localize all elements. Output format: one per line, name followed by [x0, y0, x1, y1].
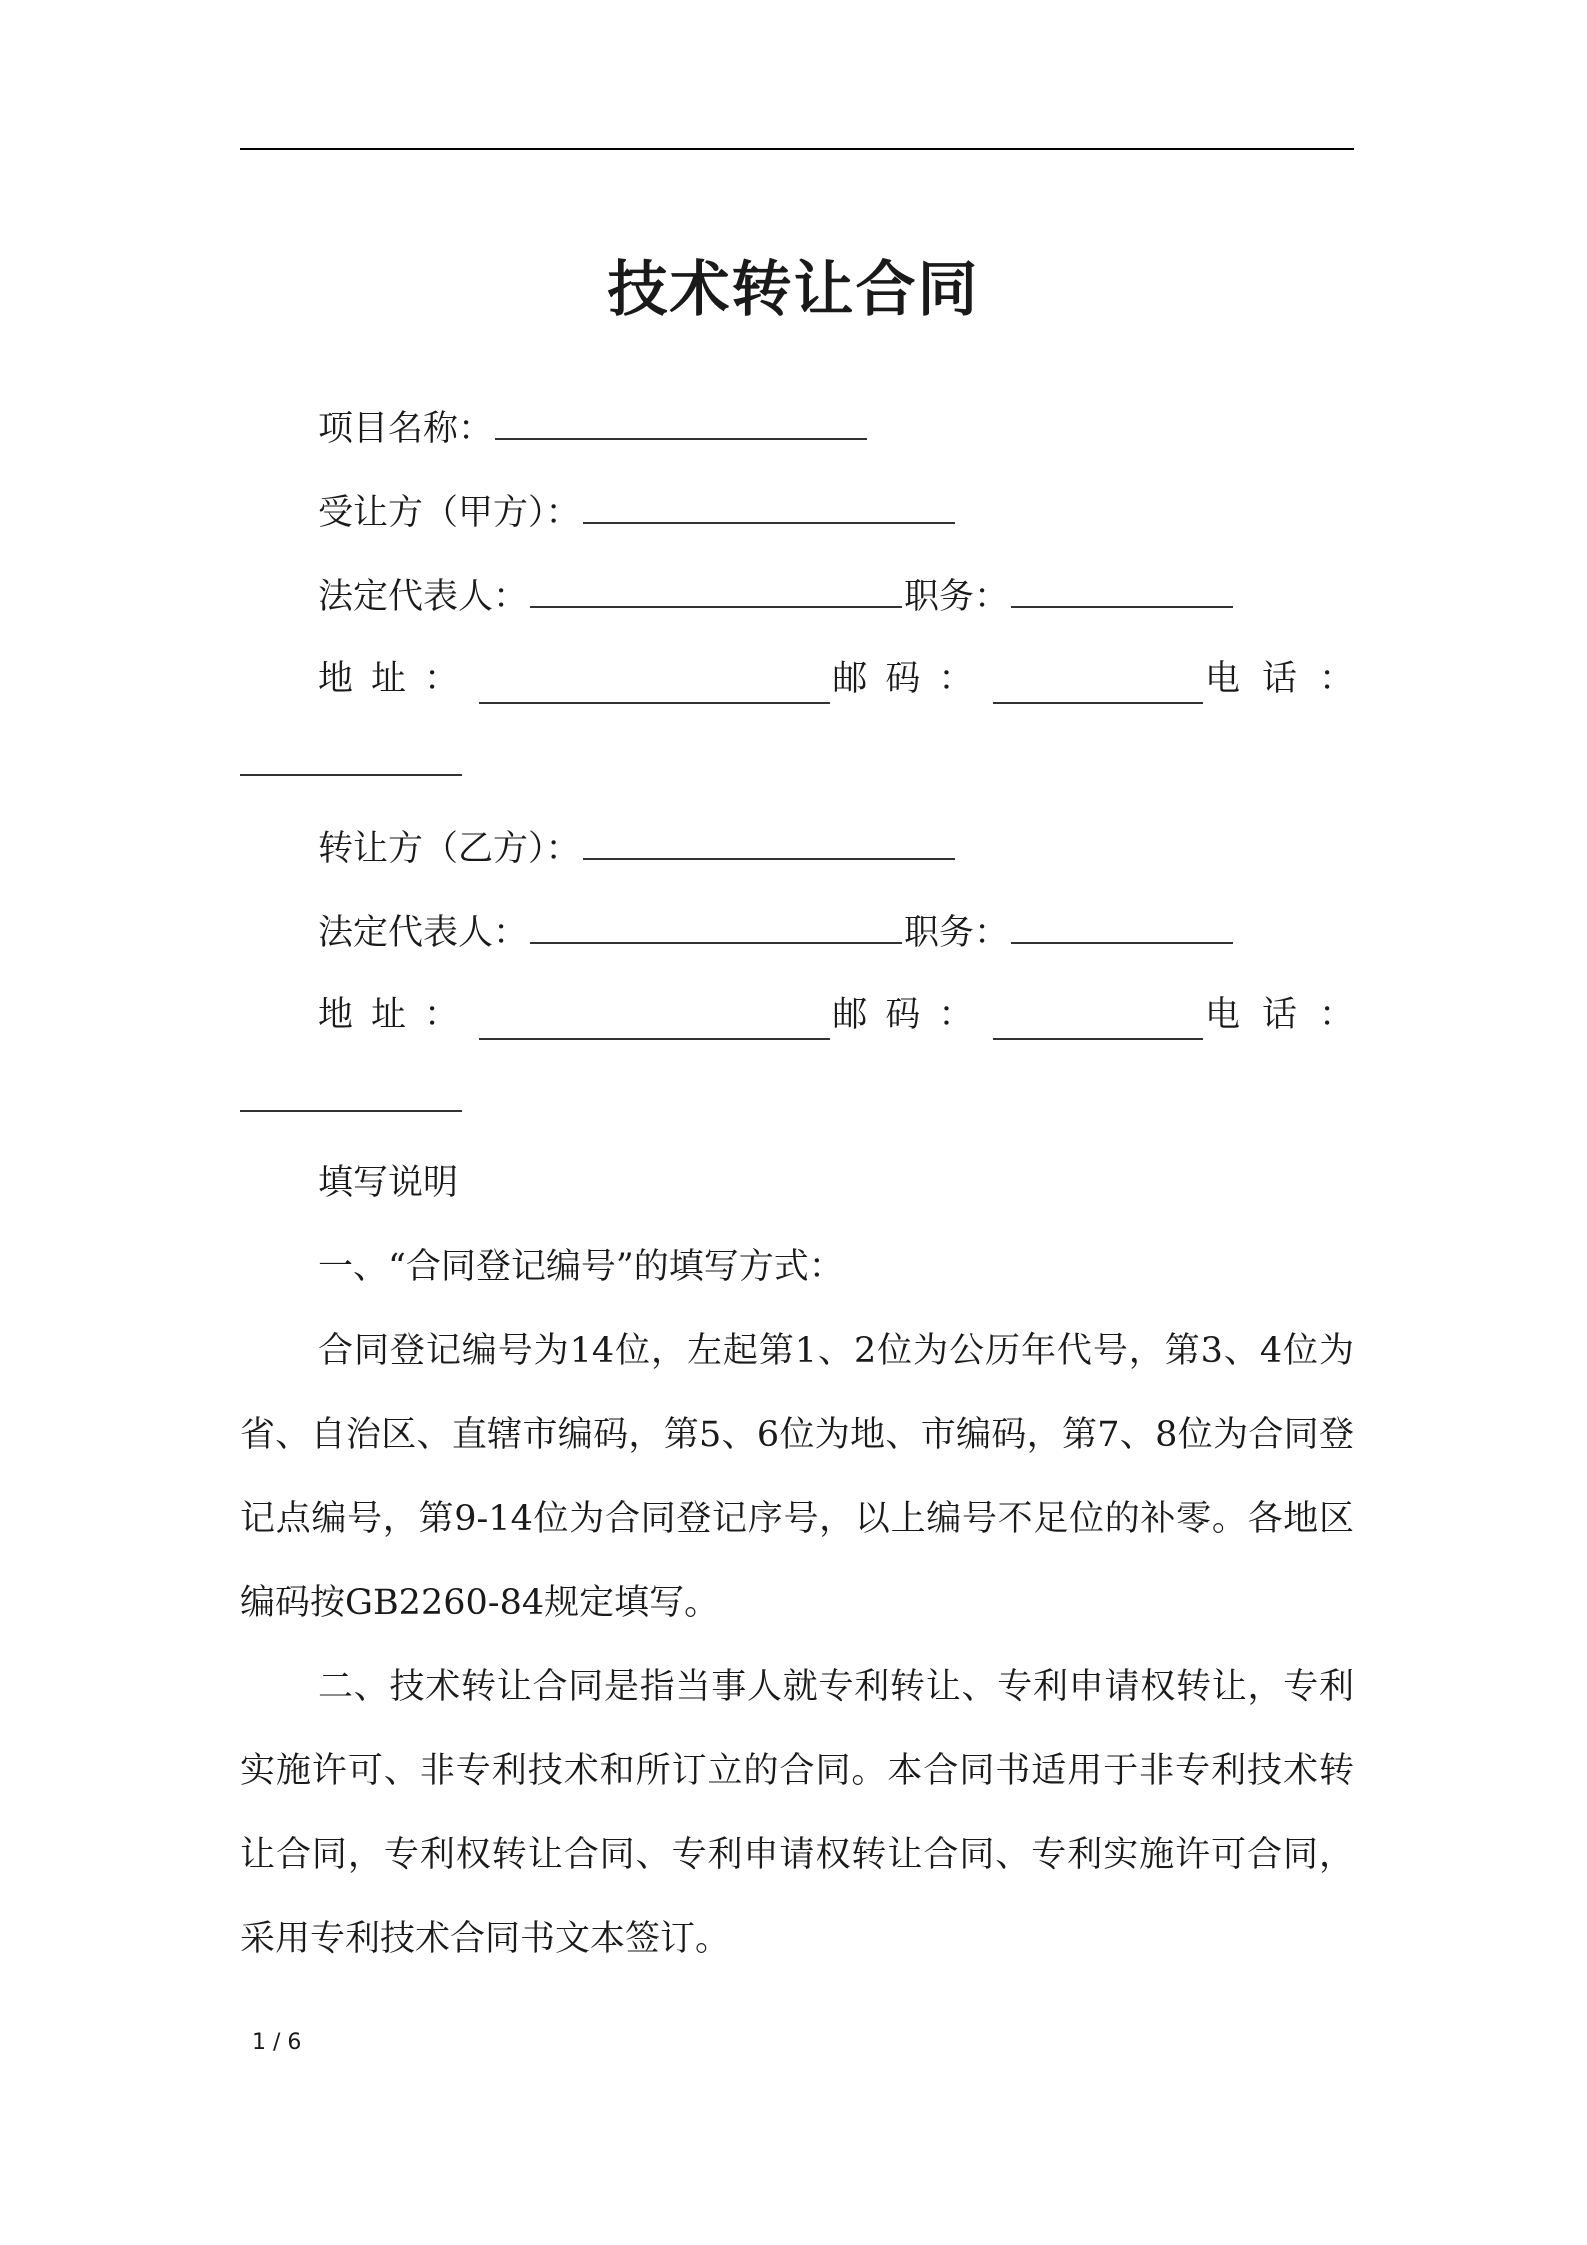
party-b-row [318, 822, 957, 874]
instructions-heading: 填写说明 [318, 1163, 459, 1203]
project-name-label: 项目名称： [318, 409, 494, 449]
party-b-blank[interactable] [583, 822, 955, 860]
party-b-address-label: 地址： [318, 995, 478, 1035]
party-a-postcode-label: 邮码： [832, 659, 992, 699]
party-b-label: 转让方（乙方）： [318, 829, 581, 869]
party-b-postcode-label: 邮码： [832, 995, 992, 1035]
header-rule [240, 148, 1354, 150]
project-name-blank[interactable] [495, 402, 867, 440]
project-name-row [318, 402, 869, 454]
item1-body: 合同登记编号为14位，左起第1、2位为公历年代号，第3、4位为省、自治区、直辖市编码，第5、6位为地、市编码，第7、8位为合同登记点编号，第9-14位为合同登记序号，以上编号不足位的补零。各地区编码按GB2260-84规定填写。 [240, 1331, 1354, 1623]
party-a-rep-label: 法定代表人： [318, 577, 529, 617]
party-b-position-label: 职务： [904, 913, 1010, 953]
party-a-phone-label: 电话： [1204, 659, 1376, 699]
party-a-position-label: 职务： [904, 577, 1010, 617]
party-a-label: 受让方（甲方）： [318, 493, 581, 533]
party-b-phone-label: 电话： [1204, 995, 1376, 1035]
party-b-phone-row [240, 1074, 464, 1126]
party-a-position-blank[interactable] [1011, 570, 1233, 608]
page-indicator: 1 / 6 [252, 2030, 302, 2055]
party-b-address-row [318, 990, 1376, 1040]
party-b-rep-row [318, 906, 1235, 958]
party-a-address-row [318, 654, 1376, 704]
party-a-address-blank[interactable] [479, 666, 830, 704]
party-b-position-blank[interactable] [1011, 906, 1233, 944]
party-a-blank[interactable] [583, 486, 955, 524]
party-b-phone-blank[interactable] [240, 1074, 462, 1112]
party-a-address-label: 地址： [318, 659, 478, 699]
item1-heading: 一、“合同登记编号”的填写方式： [318, 1247, 844, 1287]
party-b-rep-blank[interactable] [530, 906, 902, 944]
party-b-postcode-blank[interactable] [993, 1002, 1203, 1040]
party-a-postcode-blank[interactable] [993, 666, 1203, 704]
party-a-rep-blank[interactable] [530, 570, 902, 608]
party-a-phone-row [240, 738, 464, 790]
document-title: 技术转让合同 [607, 255, 980, 325]
party-a-row [318, 486, 957, 538]
party-a-phone-blank[interactable] [240, 738, 462, 776]
party-b-address-blank[interactable] [479, 1002, 830, 1040]
item2-body: 二、技术转让合同是指当事人就专利转让、专利申请权转让，专利实施许可、非专利技术和所订立的合同。本合同书适用于非专利技术转让合同，专利权转让合同、专利申请权转让合同、专利实施许可合同，采用专利技术合同书文本签订。 [240, 1667, 1354, 1959]
party-a-rep-row [318, 570, 1235, 622]
party-b-rep-label: 法定代表人： [318, 913, 529, 953]
